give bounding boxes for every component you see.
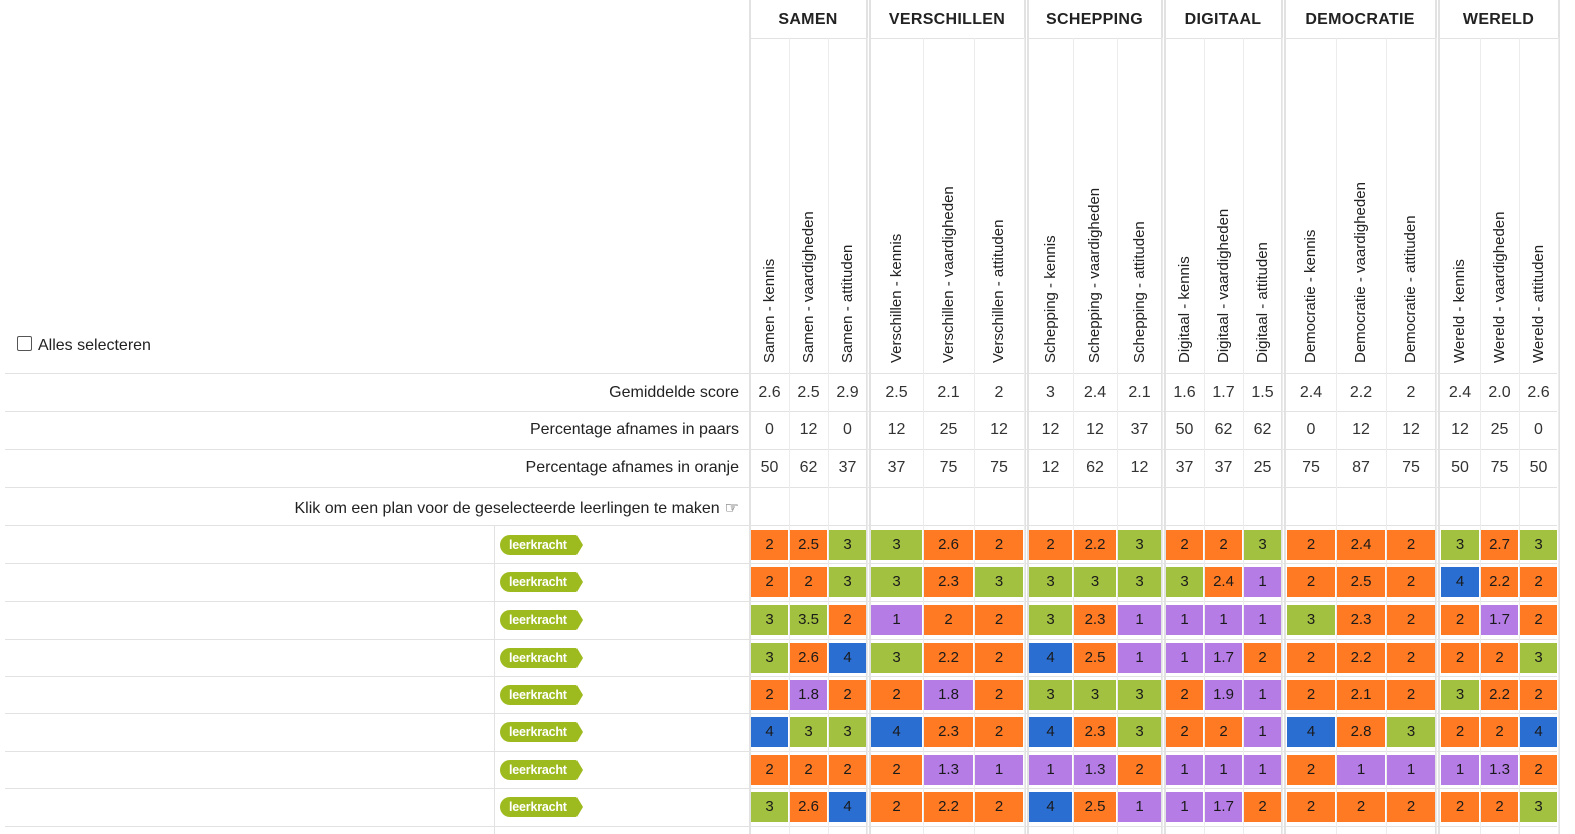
summary-value: 1.7	[1212, 384, 1235, 401]
summary-row-label: Percentage afnames in oranje	[525, 459, 739, 476]
score-cell[interactable]: 2	[1287, 755, 1335, 785]
teacher-badge[interactable]: leerkracht	[500, 535, 577, 555]
column-divider	[1282, 38, 1283, 834]
column-divider	[1558, 38, 1559, 834]
score-cell[interactable]: 3	[1287, 605, 1335, 635]
score-cell[interactable]: 2.5	[1074, 792, 1116, 822]
summary-value: 2.6	[1527, 384, 1550, 401]
score-cell[interactable]: 3	[871, 567, 922, 597]
summary-value: 25	[1253, 459, 1272, 476]
group-title-digitaal: DIGITAAL	[1184, 11, 1262, 28]
score-cell[interactable]: 2	[1029, 530, 1072, 560]
summary-value: 50	[1451, 459, 1469, 476]
score-cell[interactable]: 2.2	[1337, 643, 1385, 673]
summary-value: 12	[799, 421, 818, 438]
score-cell[interactable]: 2	[1205, 530, 1242, 560]
score-cell[interactable]: 2	[1337, 792, 1385, 822]
score-cell[interactable]: 2	[751, 567, 788, 597]
summary-value: 75	[990, 459, 1008, 476]
select-all-label: Alles selecteren	[38, 337, 151, 354]
score-cell[interactable]: 2	[1244, 792, 1281, 822]
score-cell[interactable]: 2	[1387, 643, 1435, 673]
summary-value: 62	[1253, 421, 1272, 438]
score-cell[interactable]: 3	[1520, 530, 1557, 560]
summary-value: 12	[990, 421, 1008, 438]
summary-value: 12	[1041, 421, 1060, 438]
column-header: Democratie - kennis	[1302, 229, 1319, 363]
score-cell[interactable]: 2	[790, 567, 827, 597]
summary-value: 12	[1086, 421, 1104, 438]
score-cell[interactable]: 1	[1441, 755, 1479, 785]
score-cell[interactable]: 2	[790, 755, 827, 785]
score-cell[interactable]: 3	[1166, 567, 1203, 597]
group-title-samen: SAMEN	[778, 11, 838, 28]
column-header: Digitaal - vaardigheden	[1214, 208, 1232, 363]
score-cell[interactable]: 2	[1387, 605, 1435, 635]
score-cell[interactable]: 2	[871, 755, 922, 785]
summary-value: 75	[1490, 459, 1509, 476]
score-cell[interactable]: 4	[1287, 717, 1335, 747]
score-cell[interactable]: 3	[751, 643, 788, 673]
group-title-schepping: SCHEPPING	[1046, 11, 1143, 28]
summary-value: 2.5	[885, 384, 908, 401]
score-cell[interactable]: 3	[871, 643, 922, 673]
column-divider	[867, 38, 868, 834]
score-cell[interactable]: 1	[1244, 755, 1281, 785]
score-cell[interactable]: 1	[1166, 755, 1203, 785]
score-cell[interactable]: 1.9	[1205, 680, 1242, 710]
summary-value: 3	[1046, 384, 1055, 401]
score-cell[interactable]: 2	[1441, 717, 1479, 747]
score-cell[interactable]: 2	[751, 755, 788, 785]
summary-value: 1.6	[1173, 384, 1196, 401]
score-cell[interactable]: 2	[975, 680, 1023, 710]
group-underline	[749, 38, 867, 39]
summary-value: 37	[838, 459, 857, 476]
row-divider	[5, 788, 1557, 789]
score-cell[interactable]: 1.7	[1481, 605, 1518, 635]
summary-value: 2	[994, 384, 1004, 401]
score-cell[interactable]: 2	[1481, 792, 1518, 822]
column-header: Schepping - vaardigheden	[1086, 187, 1103, 363]
column-header: Samen - kennis	[760, 258, 778, 363]
score-cell[interactable]: 4	[751, 717, 788, 747]
score-cell[interactable]: 3	[829, 717, 866, 747]
column-header: Wereld - attituden	[1529, 244, 1547, 363]
score-cell[interactable]: 2	[1481, 717, 1518, 747]
score-cell[interactable]: 2	[1481, 643, 1518, 673]
score-cell[interactable]: 2	[1166, 680, 1203, 710]
group-divider	[1284, 0, 1286, 834]
teacher-badge[interactable]: leerkracht	[500, 797, 577, 817]
summary-value: 0	[765, 421, 774, 438]
score-cell[interactable]: 2.5	[1074, 643, 1116, 673]
score-cell[interactable]: 1.3	[1481, 755, 1518, 785]
score-cell[interactable]: 2	[1166, 717, 1203, 747]
row-divider	[5, 563, 1557, 564]
summary-value: 12	[1041, 459, 1060, 476]
score-cell[interactable]: 2.7	[1481, 530, 1518, 560]
teacher-badge[interactable]: leerkracht	[500, 572, 577, 592]
score-cell[interactable]: 2	[829, 755, 866, 785]
score-cell[interactable]: 1	[1118, 643, 1161, 673]
score-cell[interactable]: 2	[975, 605, 1023, 635]
score-cell[interactable]: 2	[1205, 717, 1242, 747]
summary-value: 75	[939, 459, 958, 476]
row-divider	[5, 639, 1557, 640]
score-cell[interactable]: 1.7	[1205, 643, 1242, 673]
summary-value: 12	[887, 421, 906, 438]
teacher-badge[interactable]: leerkracht	[500, 722, 577, 742]
score-cell[interactable]: 1	[1166, 792, 1203, 822]
score-cell[interactable]: 3	[1074, 680, 1116, 710]
score-cell[interactable]: 3	[1118, 567, 1161, 597]
score-cell[interactable]: 2	[1244, 643, 1281, 673]
summary-value: 2.1	[1128, 384, 1151, 401]
summary-value: 37	[1214, 459, 1233, 476]
summary-value: 12	[1451, 421, 1469, 438]
summary-value: 0	[1306, 421, 1316, 438]
row-divider	[5, 525, 1557, 526]
score-cell[interactable]: 2	[975, 530, 1023, 560]
score-cell[interactable]: 1	[1244, 680, 1281, 710]
summary-row-label: Percentage afnames in paars	[529, 421, 739, 438]
column-header: Schepping - attituden	[1130, 221, 1148, 363]
group-title-democratie: DEMOCRATIE	[1305, 11, 1415, 28]
score-cell[interactable]: 2.5	[790, 530, 827, 560]
score-cell[interactable]: 3	[1029, 680, 1072, 710]
score-cell[interactable]: 3	[871, 530, 922, 560]
score-cell[interactable]: 1	[1029, 755, 1072, 785]
score-cell[interactable]: 2.3	[924, 567, 973, 597]
teacher-badge[interactable]: leerkracht	[500, 760, 577, 780]
column-header: Verschillen - vaardigheden	[939, 186, 957, 363]
group-underline	[1164, 38, 1282, 39]
score-cell[interactable]: 2	[871, 792, 922, 822]
score-cell[interactable]: 2	[1387, 567, 1435, 597]
score-cell[interactable]: 2	[1520, 755, 1557, 785]
summary-value: 25	[939, 421, 958, 438]
score-cell[interactable]: 4	[1029, 792, 1072, 822]
summary-value: 2.5	[797, 384, 820, 401]
group-underline	[1027, 38, 1162, 39]
score-cell[interactable]: 4	[829, 792, 866, 822]
score-cell[interactable]: 2	[1287, 792, 1335, 822]
score-cell[interactable]: 2.2	[1481, 567, 1518, 597]
summary-value: 2.1	[937, 384, 960, 401]
summary-value: 2.9	[836, 384, 859, 401]
score-cell[interactable]: 3	[751, 792, 788, 822]
score-cell[interactable]: 1	[1166, 643, 1203, 673]
score-cell[interactable]: 2.2	[1481, 680, 1518, 710]
score-cell[interactable]: 2.3	[924, 717, 973, 747]
score-cell[interactable]: 2.1	[1337, 680, 1385, 710]
score-cell[interactable]: 4	[1029, 717, 1072, 747]
teacher-badge[interactable]: leerkracht	[500, 685, 577, 705]
score-cell[interactable]: 1.8	[924, 680, 973, 710]
column-divider	[1436, 38, 1437, 834]
score-cell[interactable]: 2	[1520, 605, 1557, 635]
score-cell[interactable]: 3	[829, 530, 866, 560]
score-cell[interactable]: 3	[1387, 717, 1435, 747]
score-cell[interactable]: 2	[1118, 755, 1161, 785]
summary-row-label: Gemiddelde score	[609, 384, 739, 401]
summary-value: 12	[1402, 421, 1420, 438]
score-cell[interactable]: 1	[1205, 755, 1242, 785]
column-header: Schepping - kennis	[1041, 235, 1059, 363]
row-divider	[5, 601, 1557, 602]
score-cell[interactable]: 3	[1441, 680, 1479, 710]
score-cell[interactable]: 2	[1441, 792, 1479, 822]
score-cell[interactable]: 2	[975, 717, 1023, 747]
score-cell[interactable]: 2	[1287, 680, 1335, 710]
score-cell[interactable]: 2.3	[1074, 605, 1116, 635]
score-cell[interactable]: 2	[829, 605, 866, 635]
summary-value: 1.5	[1251, 384, 1274, 401]
teacher-badge[interactable]: leerkracht	[500, 648, 577, 668]
score-cell[interactable]: 3	[1118, 717, 1161, 747]
score-cell[interactable]: 2	[1441, 643, 1479, 673]
score-cell[interactable]: 2.8	[1337, 717, 1385, 747]
teacher-badge[interactable]: leerkracht	[500, 610, 577, 630]
summary-value: 75	[1402, 459, 1420, 476]
column-header: Democratie - attituden	[1402, 215, 1419, 363]
score-cell[interactable]: 4	[1441, 567, 1479, 597]
score-cell[interactable]: 3	[1074, 567, 1116, 597]
column-header: Verschillen - attituden	[990, 219, 1007, 363]
score-cell[interactable]: 3	[829, 567, 866, 597]
summary-value: 50	[760, 459, 779, 476]
score-cell[interactable]: 3	[1520, 792, 1557, 822]
score-cell[interactable]: 1.3	[924, 755, 973, 785]
select-all-checkbox[interactable]	[17, 336, 151, 355]
summary-value: 62	[1086, 459, 1104, 476]
score-cell[interactable]: 2.3	[1074, 717, 1116, 747]
column-header: Wereld - vaardigheden	[1490, 211, 1508, 363]
summary-value: 87	[1352, 459, 1370, 476]
summary-value: 2.4	[1083, 384, 1107, 401]
row-divider	[5, 751, 1557, 752]
column-header: Samen - vaardigheden	[799, 211, 817, 363]
score-cell[interactable]: 3	[751, 605, 788, 635]
summary-value: 0	[843, 421, 852, 438]
score-cell[interactable]: 4	[871, 717, 922, 747]
score-cell[interactable]: 2.6	[924, 530, 973, 560]
score-cell[interactable]: 1	[1337, 755, 1385, 785]
score-cell[interactable]: 3	[790, 717, 827, 747]
row-divider	[5, 373, 1557, 374]
score-cell[interactable]: 1	[871, 605, 922, 635]
score-cell[interactable]: 4	[1520, 717, 1557, 747]
summary-value: 37	[887, 459, 906, 476]
column-divider	[494, 526, 495, 834]
score-cell[interactable]: 2	[751, 530, 788, 560]
summary-value: 62	[799, 459, 818, 476]
score-cell[interactable]: 2	[1287, 567, 1335, 597]
group-underline	[1284, 38, 1436, 39]
column-header: Democratie - vaardigheden	[1352, 182, 1369, 363]
score-cell[interactable]: 2	[1387, 680, 1435, 710]
group-underline	[869, 38, 1025, 39]
column-divider	[1162, 38, 1163, 834]
score-cell[interactable]: 1	[975, 755, 1023, 785]
checkbox-box[interactable]	[17, 336, 32, 351]
score-cell[interactable]: 3	[1029, 567, 1072, 597]
summary-value: 50	[1529, 459, 1548, 476]
score-cell[interactable]: 2	[1520, 680, 1557, 710]
score-cell[interactable]: 1.7	[1205, 792, 1242, 822]
score-cell[interactable]: 2.2	[1074, 530, 1116, 560]
score-cell[interactable]: 1	[1244, 717, 1281, 747]
score-cell[interactable]: 4	[829, 643, 866, 673]
make-plan-label: Klik om een plan voor de geselecteerde leerlingen te maken	[294, 500, 720, 517]
score-cell[interactable]: 2	[1387, 530, 1435, 560]
row-divider	[5, 676, 1557, 677]
column-header: Samen - attituden	[838, 244, 856, 363]
column-header: Digitaal - kennis	[1175, 256, 1193, 363]
make-plan-link[interactable]	[295, 498, 740, 518]
score-cell[interactable]: 2.2	[924, 643, 973, 673]
hand-pointing-icon: ☞	[724, 500, 739, 517]
score-cell[interactable]: 2.6	[790, 792, 827, 822]
score-cell[interactable]: 3	[1029, 605, 1072, 635]
score-cell[interactable]: 1	[1118, 792, 1161, 822]
score-cell[interactable]: 1.8	[790, 680, 827, 710]
group-underline	[1438, 38, 1559, 39]
summary-value: 0	[1534, 421, 1543, 438]
score-cell[interactable]: 2	[975, 792, 1023, 822]
summary-value: 25	[1490, 421, 1509, 438]
score-cell[interactable]: 4	[1029, 643, 1072, 673]
group-divider	[1438, 0, 1440, 834]
summary-value: 2	[1406, 384, 1416, 401]
score-cell[interactable]: 2.3	[1337, 605, 1385, 635]
summary-value: 2.6	[758, 384, 781, 401]
group-title-verschillen: VERSCHILLEN	[888, 11, 1006, 28]
summary-value: 37	[1130, 421, 1149, 438]
score-cell[interactable]: 2	[924, 605, 973, 635]
score-cell[interactable]: 1	[1166, 605, 1203, 635]
summary-value: 2.4	[1448, 384, 1472, 401]
score-cell[interactable]: 2	[1166, 530, 1203, 560]
score-cell[interactable]: 1	[1244, 567, 1281, 597]
row-divider	[5, 826, 1557, 827]
score-cell[interactable]: 1	[1118, 605, 1161, 635]
score-cell[interactable]: 3	[1118, 530, 1161, 560]
score-cell[interactable]: 1	[1244, 605, 1281, 635]
score-cell[interactable]: 3	[1118, 680, 1161, 710]
score-cell[interactable]: 3	[975, 567, 1023, 597]
score-cell[interactable]: 2.4	[1337, 530, 1385, 560]
row-divider	[5, 487, 1557, 488]
score-cell[interactable]: 2	[1441, 605, 1479, 635]
column-header: Wereld - kennis	[1451, 259, 1468, 363]
score-cell[interactable]: 2	[1287, 643, 1335, 673]
score-cell[interactable]: 2	[1520, 567, 1557, 597]
column-header: Digitaal - attituden	[1253, 242, 1271, 363]
score-cell[interactable]: 2.5	[1337, 567, 1385, 597]
score-cell[interactable]: 3	[1244, 530, 1281, 560]
summary-value: 2.4	[1299, 384, 1323, 401]
summary-value: 12	[1352, 421, 1370, 438]
score-cell[interactable]: 2.2	[924, 792, 973, 822]
score-cell[interactable]: 3	[1520, 643, 1557, 673]
column-header: Verschillen - kennis	[887, 233, 905, 363]
summary-value: 75	[1302, 459, 1320, 476]
summary-value: 2.2	[1349, 384, 1373, 401]
row-divider	[5, 449, 1557, 450]
summary-value: 2.0	[1488, 384, 1511, 401]
score-cell[interactable]: 1	[1205, 605, 1242, 635]
score-cell[interactable]: 2	[751, 680, 788, 710]
column-divider	[1024, 38, 1025, 834]
summary-value: 62	[1214, 421, 1233, 438]
group-title-wereld: WERELD	[1462, 11, 1535, 28]
score-cell[interactable]: 2.6	[790, 643, 827, 673]
score-cell[interactable]: 2	[829, 680, 866, 710]
score-cell[interactable]: 1.3	[1074, 755, 1116, 785]
score-cell[interactable]: 2	[975, 643, 1023, 673]
score-cell[interactable]: 2	[1287, 530, 1335, 560]
score-cell[interactable]: 2	[871, 680, 922, 710]
row-divider	[5, 411, 1557, 412]
summary-value: 12	[1130, 459, 1149, 476]
score-cell[interactable]: 2.4	[1205, 567, 1242, 597]
score-cell[interactable]: 1	[1387, 755, 1435, 785]
score-cell[interactable]: 3.5	[790, 605, 827, 635]
score-cell[interactable]: 3	[1441, 530, 1479, 560]
summary-value: 37	[1175, 459, 1194, 476]
score-cell[interactable]: 2	[1387, 792, 1435, 822]
row-divider	[5, 713, 1557, 714]
summary-value: 50	[1175, 421, 1194, 438]
